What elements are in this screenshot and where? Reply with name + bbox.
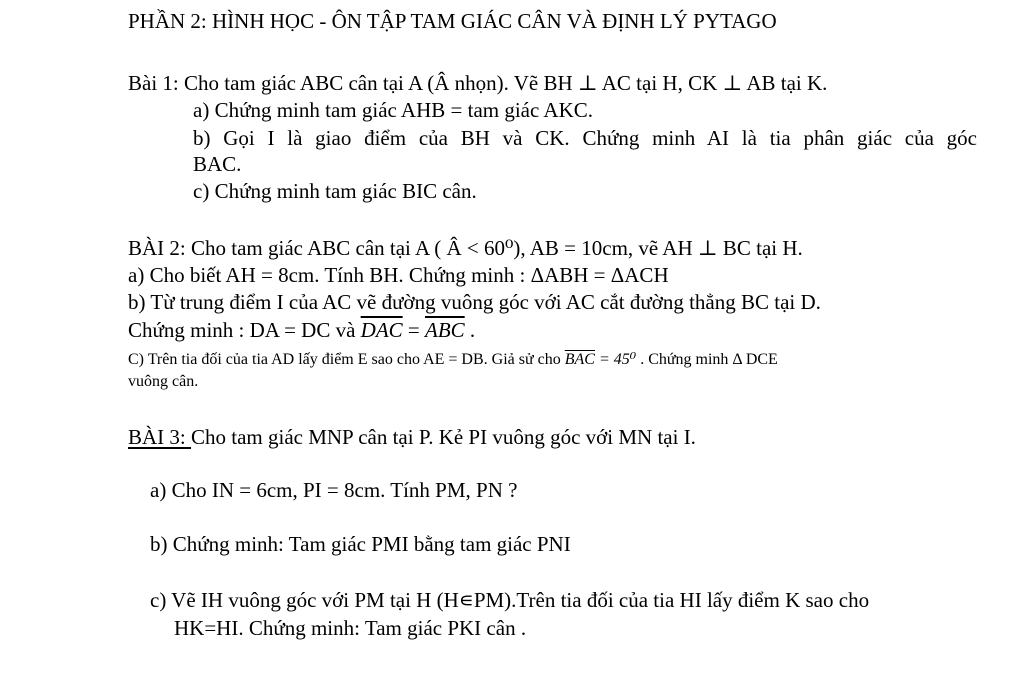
bai3-part-c-line1: c) Vẽ IH vuông góc với PM tại H (H∊PM).Trên tia đối của tia HI lấy điểm K sao cho (150, 588, 870, 612)
bai2-part-b-proof (128, 320, 475, 341)
bai3-stem-text: Cho tam giác MNP cân tại P. Kẻ PI vuông góc với MN tại I. (191, 425, 696, 449)
bai3-part-a: a) Cho IN = 6cm, PI = 8cm. Tính PM, PN ? (150, 478, 518, 502)
bai2-proof-eq: = (402, 318, 425, 342)
angle-bac: $\overline{BAC}$ (564, 351, 595, 368)
angle-abc: $\overline{ABC}$ (425, 318, 465, 342)
bai2-proof-suffix: . (464, 318, 476, 342)
bai1-part-b-line1: b) Gọi I là giao điểm của BH và CK. Chứng minh AI là tia phân giác của góc (193, 126, 977, 150)
bai1-part-a: a) Chứng minh tam giác AHB = tam giác AKC. (193, 98, 594, 122)
bai3-part-b: b) Chứng minh: Tam giác PMI bằng tam giác PNI (150, 532, 571, 556)
angle-dac: $\overline{DAC}$ (360, 318, 403, 342)
bai2-c-prefix: C) Trên tia đối của tia AD lấy điểm E sao cho AE = DB. Giả sử cho (128, 351, 565, 368)
bai2-part-b: b) Từ trung điểm I của AC vẽ đường vuông góc với AC cắt đường thẳng BC tại D. (128, 290, 821, 314)
bai1-part-b-line2: BAC. (193, 152, 242, 176)
bai2-part-a: a) Cho biết AH = 8cm. Tính BH. Chứng minh : ΔABH = ΔACH (128, 263, 669, 287)
bai2-part-c-line1 (128, 352, 778, 368)
bai2-part-c-line2: vuông cân. (128, 373, 199, 390)
bai3-label: BÀI 3: (128, 425, 191, 449)
bai2-c-value: = 45⁰ (594, 351, 637, 368)
bai2-c-suffix: . Chứng minh Δ DCE (636, 351, 778, 368)
bai3-part-c-line2: HK=HI. Chứng minh: Tam giác PKI cân . (174, 616, 527, 640)
section-title: PHẦN 2: HÌNH HỌC - ÔN TẬP TAM GIÁC CÂN VÀ ĐỊNH LÝ PYTAGO (128, 9, 777, 33)
bai1-stem: Bài 1: Cho tam giác ABC cân tại A (Â nhọn). Vẽ BH ⊥ AC tại H, CK ⊥ AB tại K. (128, 71, 828, 95)
bai3-stem (128, 427, 696, 448)
bai1-part-c: c) Chứng minh tam giác BIC cân. (193, 179, 477, 203)
bai2-proof-prefix: Chứng minh : DA = DC và (128, 318, 361, 342)
bai2-stem: BÀI 2: Cho tam giác ABC cân tại A ( Â < 60⁰), AB = 10cm, vẽ AH ⊥ BC tại H. (128, 236, 803, 260)
